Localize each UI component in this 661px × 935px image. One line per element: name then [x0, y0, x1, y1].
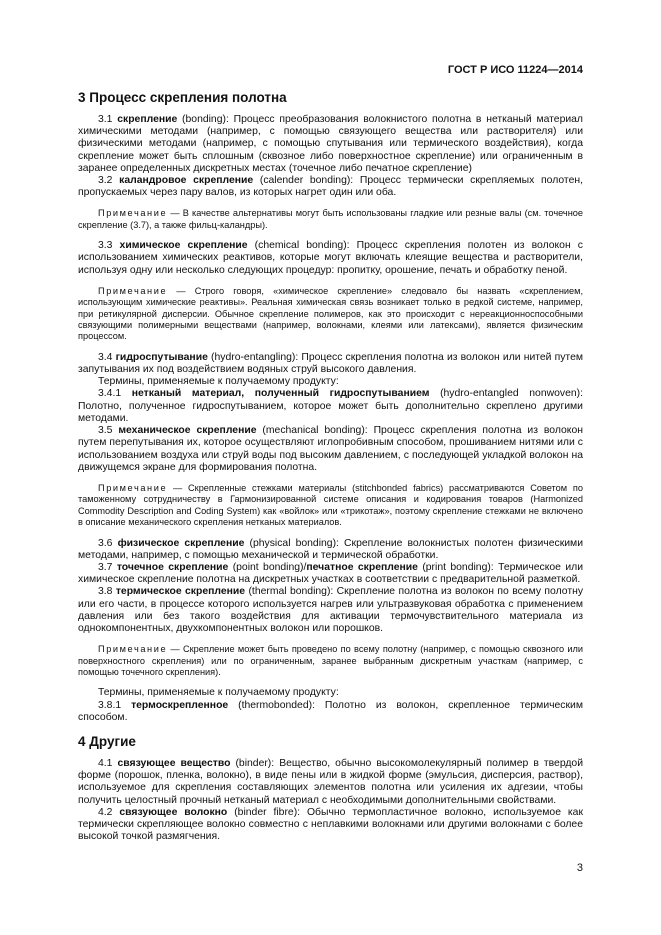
- term-translation: (point bonding)/: [228, 561, 307, 573]
- clause-3-4-1: [78, 388, 583, 425]
- clause-number: 3.5: [98, 425, 113, 437]
- note-label: Примечание: [98, 285, 168, 296]
- note-3: [78, 483, 583, 529]
- note-2: [78, 286, 583, 343]
- definition: (physical bonding): Скрепление волокнистых полотен физическими методами, например, с помощью механической и термической обработки.: [78, 537, 583, 561]
- clause-number: 3.8: [98, 586, 113, 598]
- definition: (chemical bonding): Процесс скрепления полотен из волокон с использованием химических реактивов, которые могут включать клеящие вещества и растворители, используя одну или несколько следующих процедур: пропитку, орошение, печать и обработку пеной.: [78, 240, 583, 276]
- term: механическое скрепление: [118, 425, 257, 437]
- definition: (calender bonding): Процесс термически скрепляемых полотен, пропускаемых через пару валов, из которых нагрет один или оба.: [78, 175, 583, 199]
- clause-3-3: [78, 240, 583, 277]
- clause-3-6: [78, 538, 583, 562]
- term: физическое скрепление: [117, 537, 245, 549]
- clause-4-1: [78, 758, 583, 807]
- note-1: [78, 208, 583, 231]
- clause-number: 4.2: [98, 806, 113, 818]
- definition: (hydro-entangled nonwoven): Полотно, полученное гидроспутыванием, которое может быть дополнительно скреплено другими методами.: [78, 388, 583, 424]
- clause-3-7: [78, 562, 583, 586]
- term: связующее волокно: [119, 806, 228, 818]
- section-3-title: 3 Процесс скрепления полотна: [78, 90, 287, 105]
- definition: (mechanical bonding): Процесс скрепления полотна из волокон путем перепутывания их, которое осуществляют иглопробивным способом, прошиванием нитями или с использованием воздуха или струй воды под высоким давлением, с последующей укладкой волокон на движущемся экране для формирования полотна.: [78, 425, 583, 473]
- term: гидроспутывание: [115, 351, 208, 363]
- note-label: Примечание: [98, 482, 168, 493]
- definition: (thermal bonding): Скрепление полотна из волокон по всему полотну или его части, в процессе которого используется нагрев или ультразвуковая обработка с применением давления или без такого воздействия для активации термочувствительного материала из однокомпонентных, двухкомпонентных волокон или порошков.: [78, 586, 584, 634]
- clause-number: 3.2: [98, 175, 113, 187]
- clause-number: 3.3: [98, 240, 113, 252]
- clause-number: 3.7: [98, 561, 113, 573]
- page-number: 3: [576, 862, 583, 874]
- term-alt: печатное скрепление: [306, 561, 418, 573]
- definition: (bonding): Процесс преобразования волокнистого полотна в нетканый материал химическими методами (например, с помощью связующего вещества или растворителя) или физическими методами (например, с помощью спутывания или термического воздействия), когда скрепление может быть сплошным (сквозное либо поверхностное скрепление) или ограниченным в заранее определенных дискретных местах (точечное либо печатное скрепление): [78, 114, 583, 174]
- clause-number: 3.6: [98, 537, 113, 549]
- clause-3-2: [78, 175, 583, 199]
- note-text: — Строго говоря, «химическое скрепление» следовало бы назвать «скреплением, использующим химические реактивы». Реальная химическая связь возникает только в редкой системе, например, при ретикулярной дисперсии. Обычное скрепление полимеров, как это происходит с нереакционноспособными связующими полимерными веществами (например, волокнами, клеями или латексами), является физическим процессом.: [78, 285, 583, 342]
- clause-3-5: [78, 425, 583, 474]
- term: термическое скрепление: [115, 586, 246, 598]
- term: нетканый материал, полученный гидроспутыванием: [131, 388, 430, 400]
- note-label: Примечание: [98, 208, 168, 219]
- definition: (thermobonded): Полотно из волокон, скрепленное термическим способом.: [78, 699, 583, 723]
- clause-number: 3.4: [98, 351, 113, 363]
- clause-3-1: [78, 114, 583, 175]
- clause-4-2: [78, 807, 583, 844]
- definition: (binder): Вещество, обычно высокомолекулярный полимер в твердой форме (порошок, пленка, волокно), в виде пены или в жидкой форме (эмульсия, дисперсия, раствор), используемое для скрепления составляющих элементов полотна или усиления их адгезии, чтобы получить целостный прочный нетканый материал с необходимыми дополнительными свойствами.: [78, 757, 584, 806]
- term: скрепление: [117, 114, 178, 125]
- note-text: — Скрепление может быть проведено по всему полотну (например, с помощью сквозного или поверхностного скрепления) или по ограниченным, заранее выбранным дискретным участкам (например, с помощью точечного скрепления).: [78, 644, 583, 677]
- term: связующее вещество: [117, 757, 231, 769]
- terms-intro-2: Термины, применяемые к получаемому продукту:: [98, 687, 339, 699]
- note-label: Примечание: [98, 644, 168, 655]
- clause-number: 4.1: [98, 757, 113, 769]
- term: точечное скрепление: [116, 561, 229, 573]
- clause-3-8: [78, 586, 583, 635]
- note-text: — В качестве альтернативы могут быть использованы гладкие или резные валы (см. точечное скрепление (3.7), а также фильц-каландры).: [78, 208, 583, 230]
- clause-3-4: [78, 352, 583, 376]
- page-body: [78, 90, 583, 843]
- definition: (hydro-entangling): Процесс скрепления полотна из волокон или нитей путем запутывания их под воздействием водяных струй высокого давления.: [78, 351, 583, 376]
- term: каландровое скрепление: [119, 175, 254, 187]
- section-4-title: 4 Другие: [78, 733, 136, 749]
- term: химическое скрепление: [119, 240, 248, 252]
- note-4: [78, 644, 583, 678]
- terms-intro-1: Термины, применяемые к получаемому продукту:: [98, 376, 339, 388]
- clause-3-8-1: [78, 700, 583, 724]
- note-text: — Скрепленные стежками материалы (stitchbonded fabrics) рассматриваются Советом по таможенному сотрудничеству в Гармонизированной системе описания и кодирования товаров (Harmonized Commodity Description and Coding System) как «войлок» или «трикотаж», поэтому скрепление стежками не включено в описание механического скрепления нетканых материалов.: [78, 482, 583, 528]
- clause-number: 3.4.1: [98, 388, 122, 400]
- definition: (binder fibre): Обычно термопластичное волокно, используемое как термически скрепляющее волокно совместно с неплавкими волокнами или другими волокнами с более высокой точкой размягчения.: [78, 806, 584, 843]
- term: термоскрепленное: [131, 699, 229, 711]
- document-code: ГОСТ Р ИСО 11224—2014: [447, 64, 583, 76]
- definition: (print bonding): Термическое или химическое скрепление полотна на дискретных участках в соответствии с предварительной разметкой.: [78, 561, 583, 586]
- clause-number: 3.1: [98, 114, 113, 125]
- clause-number: 3.8.1: [98, 699, 122, 711]
